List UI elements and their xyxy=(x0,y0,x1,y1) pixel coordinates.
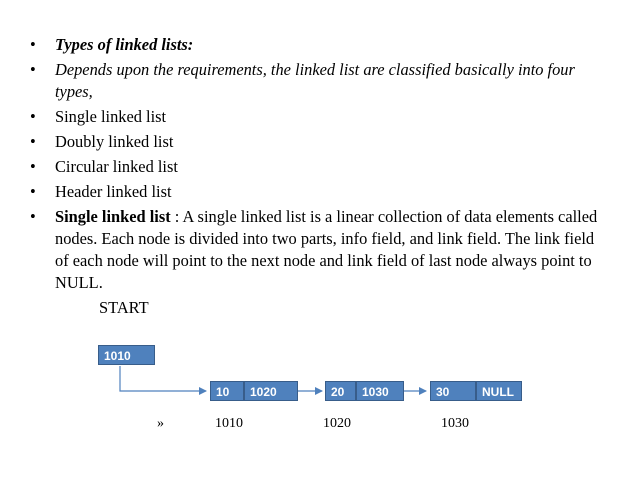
bullet-marker: • xyxy=(30,60,36,79)
bullet-marker: • xyxy=(30,207,36,226)
heading-types-of-linked-lists: Types of linked lists: xyxy=(55,35,194,54)
address-marker: » xyxy=(157,416,164,431)
bullet-marker: • xyxy=(30,182,36,201)
bullet-marker: • xyxy=(30,157,36,176)
node-1-info: 10 xyxy=(210,381,244,401)
definition-term: Single linked list xyxy=(55,207,171,226)
type-header-linked-list: Header linked list xyxy=(55,182,172,201)
bullet-marker: • xyxy=(30,35,36,54)
type-single-linked-list: Single linked list xyxy=(55,107,167,126)
node-3-link: NULL xyxy=(476,381,522,401)
node-3-address: 1030 xyxy=(441,416,469,431)
intro-text: Depends upon the requirements, the linked list are classified basically into four types, xyxy=(55,60,575,101)
start-label: START xyxy=(99,298,149,317)
start-pointer-box: 1010 xyxy=(98,345,155,365)
node-2-address: 1020 xyxy=(323,416,351,431)
node-1-address: 1010 xyxy=(215,416,243,431)
definition-text: : A single linked list is a linear collection of data elements called nodes. Each node is divided into two parts, info field, and link field. The link field of each node will point to the next node and link field of last node always point to NULL. xyxy=(55,207,598,292)
bullet-marker: • xyxy=(30,107,36,126)
node-2-info: 20 xyxy=(325,381,356,401)
node-3-info: 30 xyxy=(430,381,476,401)
type-doubly-linked-list: Doubly linked list xyxy=(55,132,174,151)
start-pointer-arrow xyxy=(120,366,206,391)
bullet-marker: • xyxy=(30,132,36,151)
node-2-link: 1030 xyxy=(356,381,404,401)
node-1-link: 1020 xyxy=(244,381,298,401)
type-circular-linked-list: Circular linked list xyxy=(55,157,178,176)
